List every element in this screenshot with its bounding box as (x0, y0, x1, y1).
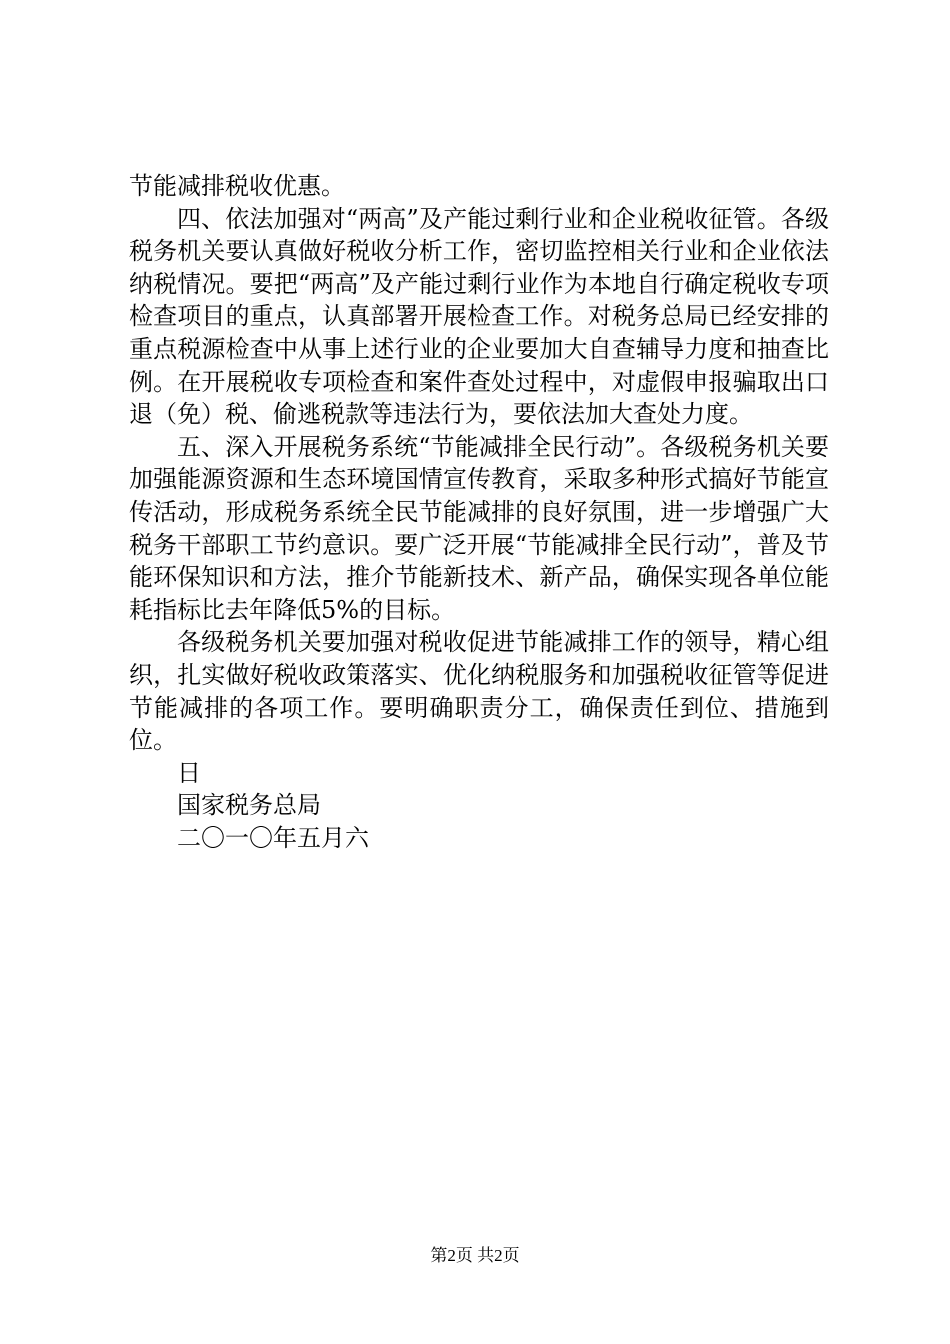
paragraph-section-five: 五、深入开展税务系统“节能减排全民行动”。各级税务机关要加强能源资源和生态环境国情宣传教育，采取多种形式搞好节能宣传活动，形成税务系统全民节能减排的良好氛围，进一步增强广大税务干部职工节约意识。要广泛开展“节能减排全民行动”，普及节能环保知识和方法，推介节能新技术、新产品，确保实现各单位能耗指标比去年降低5%的目标。 (129, 432, 829, 624)
closing-issuer: 国家税务总局 (177, 791, 321, 820)
closing-date: 二〇一〇年五月六 (177, 823, 369, 852)
document-body (129, 170, 829, 854)
paragraph-continuation: 节能减排税收优惠。 (129, 172, 345, 200)
page-footer: 第2页 共2页 (430, 1246, 520, 1265)
closing-day: 日 (177, 758, 201, 787)
paragraph-section-four: 四、依法加强对“两高”及产能过剩行业和企业税收征管。各级税务机关要认真做好税收分析工作，密切监控相关行业和企业依法纳税情况。要把“两高”及产能过剩行业作为本地自行确定税收专项检查项目的重点，认真部署开展检查工作。对税务总局已经安排的重点税源检查中从事上述行业的企业要加大自查辅导力度和抽查比例。在开展税收专项检查和案件查处过程中，对虚假申报骗取出口退（免）税、偷逃税款等违法行为，要依法加大查处力度。 (129, 204, 829, 429)
paragraph-conclusion: 各级税务机关要加强对税收促进节能减排工作的领导，精心组织，扎实做好税收政策落实、优化纳税服务和加强税收征管等促进节能减排的各项工作。要明确职责分工，确保责任到位、措施到位。 (129, 628, 829, 755)
